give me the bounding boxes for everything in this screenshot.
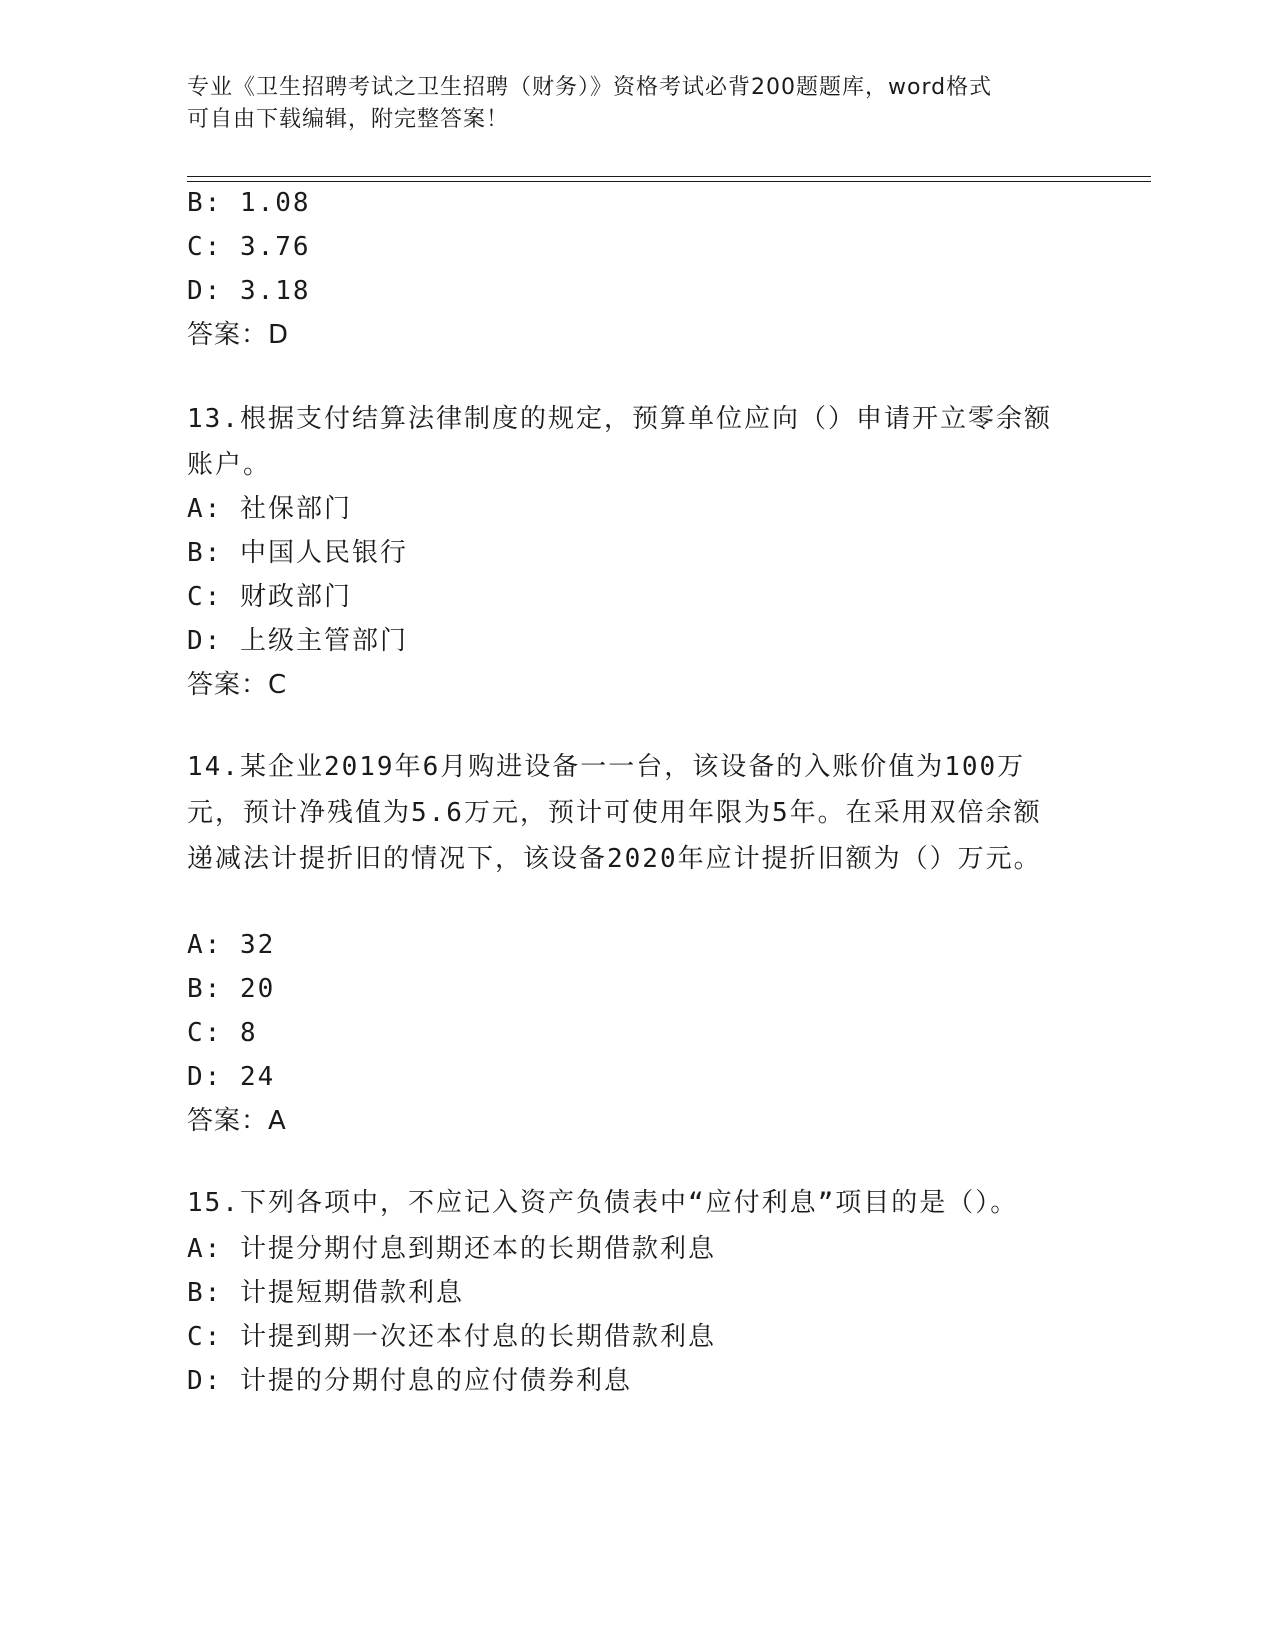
- q14-option-c: C: 8: [187, 1018, 258, 1048]
- q15-question: 15.下列各项中，不应记入资产负债表中“应付利息”项目的是（）。: [187, 1188, 1019, 1218]
- q12-answer: 答案：D: [187, 320, 290, 350]
- header-line-2: 可自由下载编辑，附完整答案！: [187, 107, 510, 132]
- q15-option-b: B: 计提短期借款利息: [187, 1278, 464, 1308]
- q15-option-c: C: 计提到期一次还本付息的长期借款利息: [187, 1322, 716, 1352]
- q14-option-d: D: 24: [187, 1062, 276, 1092]
- q13-option-a: A: 社保部门: [187, 494, 352, 524]
- header-divider-bottom: [187, 181, 1151, 182]
- header-divider-top: [187, 176, 1151, 177]
- q13-option-b: B: 中国人民银行: [187, 538, 408, 568]
- q14-question: 14.某企业2019年6月购进设备一一台，该设备的入账价值为100万元，预计净残值为5.6万元，预计可使用年限为5年。在采用双倍余额递减法计提折旧的情况下，该设备2020年应计提折旧额为（）万元。: [187, 752, 1042, 874]
- q14-option-a: A: 32: [187, 930, 276, 960]
- q12-option-c: C: 3.76: [187, 232, 311, 262]
- q15-option-d: D: 计提的分期付息的应付债券利息: [187, 1366, 632, 1396]
- q13-option-d: D: 上级主管部门: [187, 626, 408, 656]
- q12-option-b: B: 1.08: [187, 188, 311, 218]
- q12-option-d: D: 3.18: [187, 276, 311, 306]
- header-line-1: 专业《卫生招聘考试之卫生招聘（财务）》资格考试必背200题题库，word格式: [187, 75, 993, 100]
- q14-answer: 答案：A: [187, 1106, 287, 1136]
- q13-answer: 答案：C: [187, 670, 288, 700]
- q14-option-b: B: 20: [187, 974, 276, 1004]
- q13-question: 13.根据支付结算法律制度的规定，预算单位应向（）申请开立零余额账户。: [187, 404, 1052, 480]
- q15-option-a: A: 计提分期付息到期还本的长期借款利息: [187, 1234, 716, 1264]
- q13-option-c: C: 财政部门: [187, 582, 352, 612]
- document-header: [187, 72, 1067, 136]
